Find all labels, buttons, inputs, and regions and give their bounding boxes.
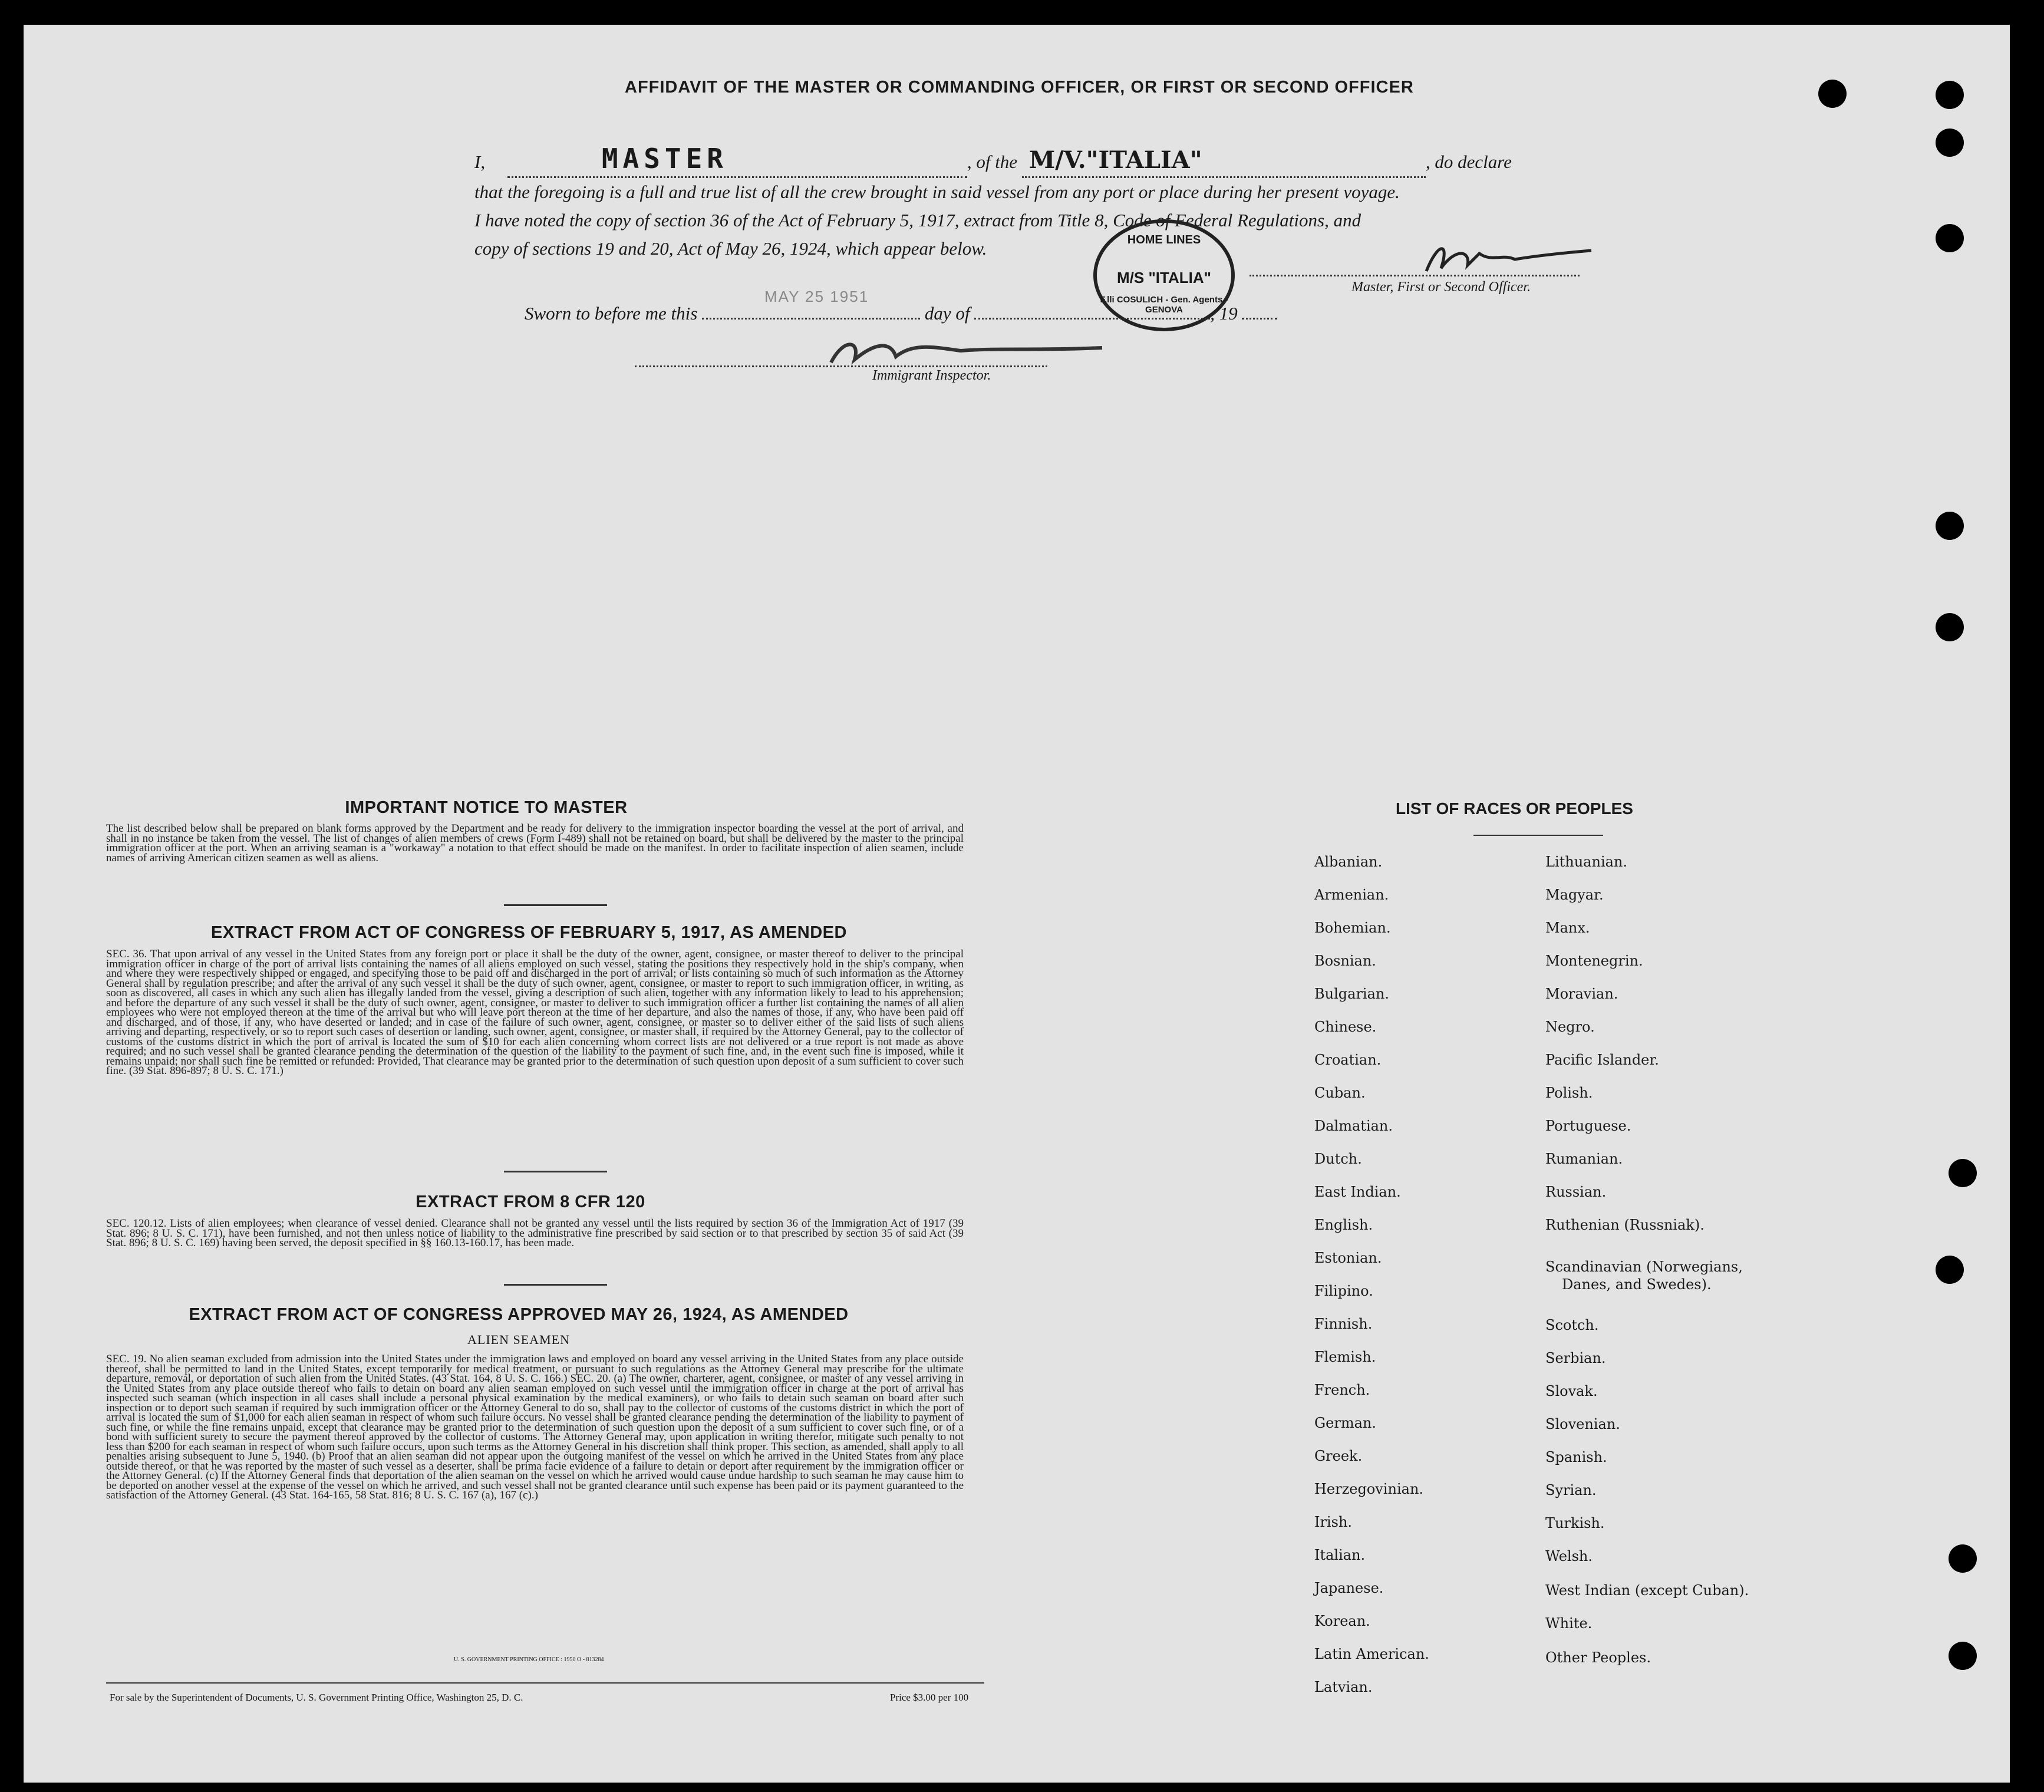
notice-text: The list described below shall be prepared on blank forms approved by the Department and be ready for delivery to the immigration inspector boarding the vessel at the port of arrival, and shall in no instance be taken from the vessel. The list of changes of alien members of crews (Form I-489) shall not be retained on board, but shall be delivered by the master to the principal immigration officer at the port. When an arriving seaman is a "workaway" a notation to that effect should be made on the manifest. In order to facilitate inspection of alien seamen, include names of arriving American citizen seamen as well as aliens. (106, 822, 964, 864)
race-item: Lithuanian. (1545, 854, 1628, 870)
race-item: Bulgarian. (1314, 986, 1389, 1002)
month-field (974, 318, 1210, 319)
year-field (1242, 318, 1277, 319)
race-item: Ruthenian (Russniak). (1545, 1217, 1705, 1233)
race-item: Portuguese. (1545, 1118, 1631, 1134)
extract-1924-title: EXTRACT FROM ACT OF CONGRESS APPROVED MAY 26, 1924, AS AMENDED (189, 1305, 849, 1324)
race-item: Negro. (1545, 1019, 1595, 1035)
sworn-line (525, 303, 1277, 324)
sworn-text: Sworn to before me this (525, 303, 698, 324)
stamp-top-text: HOME LINES (1127, 233, 1201, 246)
affidavit-title: AFFIDAVIT OF THE MASTER OR COMMANDING OFFICER, OR FIRST OR SECOND OFFICER (625, 78, 1414, 97)
race-item: Polish. (1545, 1085, 1593, 1101)
race-item: English. (1314, 1217, 1373, 1233)
race-item: Montenegrin. (1545, 953, 1643, 969)
race-item: Russian. (1545, 1184, 1607, 1200)
race-item: White. (1545, 1615, 1593, 1632)
binder-hole (1818, 80, 1847, 108)
race-item: Irish. (1314, 1514, 1353, 1530)
footer-rule (106, 1682, 984, 1684)
race-item: Greek. (1314, 1448, 1363, 1464)
race-item: Croatian. (1314, 1052, 1382, 1068)
race-item: Moravian. (1545, 986, 1618, 1002)
binder-hole (1949, 1159, 1977, 1187)
race-item: Herzegovinian. (1314, 1481, 1424, 1497)
race-item: Manx. (1545, 920, 1590, 936)
race-item: Finnish. (1314, 1316, 1373, 1332)
extract-cfr-title: EXTRACT FROM 8 CFR 120 (416, 1193, 645, 1211)
race-item: Korean. (1314, 1613, 1370, 1629)
stamp-center-text: M/S "ITALIA" (1117, 269, 1211, 286)
race-item: Danes, and Swedes). (1562, 1276, 1712, 1293)
binder-hole (1936, 129, 1964, 157)
declaration-line-2: that the foregoing is a full and true list of all the crew brought in said vessel from any port or place during her present voyage. (474, 182, 1400, 202)
binder-hole (1949, 1642, 1977, 1670)
stamp-bottom-text: F.lli COSULICH - Gen. Agents - GENOVA (1100, 295, 1228, 315)
extract-1924-subtitle: ALIEN SEAMEN (467, 1332, 570, 1347)
name-field (507, 144, 967, 178)
day-field (702, 318, 920, 319)
extract-cfr-text: SEC. 120.12. Lists of alien employees; when clearance of vessel denied. Clearance shall not be granted any vessel until the lists required by section 36 of the Immigration Act of 1917 (39 Stat. 896; 8 U. S. C. 171), have been furnished, and not then unless notice of liability to the administrative fine prescribed by said section or to that prescribed by section 35 of said Act (39 Stat. 896; 8 U. S. C. 169) having been served, the deposit specified in §§ 160.13-160.17, has been made. (106, 1217, 964, 1249)
vessel-field (1022, 146, 1426, 178)
race-item: Dutch. (1314, 1151, 1362, 1167)
race-item: Other Peoples. (1545, 1649, 1651, 1666)
gpo-imprint: U. S. GOVERNMENT PRINTING OFFICE : 1950 O - 813284 (454, 1656, 604, 1663)
declaration-line-4: copy of sections 19 and 20, Act of May 26, 1924, which appear below. (474, 238, 987, 259)
race-item: Slovak. (1545, 1383, 1598, 1399)
race-item: Dalmatian. (1314, 1118, 1393, 1134)
race-item: Turkish. (1545, 1515, 1605, 1531)
race-item: Welsh. (1545, 1548, 1593, 1564)
race-item: Estonian. (1314, 1250, 1382, 1266)
race-item: Magyar. (1545, 887, 1604, 903)
do-declare-text: , do declare (1425, 151, 1512, 172)
race-item: Japanese. (1314, 1580, 1384, 1596)
race-item: Bohemian. (1314, 920, 1391, 936)
race-item: Slovenian. (1545, 1416, 1620, 1432)
binder-hole (1936, 1256, 1964, 1284)
separator (504, 1284, 607, 1286)
extract-1917-text: SEC. 36. That upon arrival of any vessel in the United States from any foreign port or place it shall be the duty of the owner, agent, consignee, or master thereof to deliver to the principal immigration officer in charge of the port of arrival lists containing the names of all aliens employed on such vessel, stating the positions they respectively hold in the ship's company, when and where they were respectively shipped or engaged, and specifying those to be paid off and discharged in the port of arrival; or lists containing so much of such information as the Attorney General shall by regulation prescribe; and after the arrival of any such vessel it shall be the duty of such owner, agent, consignee, or master to report to such immigration officer, in writing, as soon as discovered, all cases in which any such alien has illegally landed from the vessel, giving a description of such alien, together with any information likely to lead to his apprehension; and before the departure of any such vessel it shall be the duty of such owner, agent, consignee, or master to deliver to such immigration officer a further list containing the names of all alien employees who were not employed thereon at the time of the arrival but who will leave port thereon at the time of her departure, and also the names of those, if any, who have been paid off and discharged, and of those, if any, who have deserted or landed; and in case of the failure of such owner, agent, consignee, or master so to deliver either of the said lists of such aliens arriving and departing, respectively, or so to report such cases of desertion or landing, such owner, agent, consignee, or master shall, if required by the Attorney General, pay to the collector of customs of the customs district in which the port of arrival is located the sum of $10 for each alien concerning whom correct lists are not delivered or a true report is not made as above required; and no such vessel shall be granted clearance pending the determination of the question of the liability to the payment of such fine, and, in the event such fine is imposed, while it remains unpaid; nor shall such fine be remitted or refunded: Provided, That clearance may be granted prior to the determination of such question upon deposit of a sum sufficient to cover such fine. (39 Stat. 896-897; 8 U. S. C. 171.) (106, 948, 964, 1077)
race-item: East Indian. (1314, 1184, 1401, 1200)
race-item: Armenian. (1314, 887, 1389, 903)
race-item: Syrian. (1545, 1482, 1597, 1498)
name-fill: MASTER (601, 143, 728, 174)
binder-hole (1936, 224, 1964, 252)
of-the-text: , of the (967, 151, 1018, 172)
race-item: Scotch. (1545, 1317, 1599, 1333)
race-item: Rumanian. (1545, 1151, 1623, 1167)
race-item: Pacific Islander. (1545, 1052, 1659, 1068)
race-item: German. (1314, 1415, 1376, 1431)
races-title-rule (1473, 835, 1603, 836)
race-item: Albanian. (1314, 854, 1383, 870)
separator (504, 904, 607, 906)
race-item: Latin American. (1314, 1646, 1429, 1662)
binder-hole (1936, 613, 1964, 641)
race-item: West Indian (except Cuban). (1545, 1582, 1749, 1599)
race-item: Chinese. (1314, 1019, 1377, 1035)
master-signature-line (1250, 275, 1580, 276)
price-notice: Price $3.00 per 100 (890, 1692, 969, 1703)
extract-1917-title: EXTRACT FROM ACT OF CONGRESS OF FEBRUARY 5, 1917, AS AMENDED (211, 923, 847, 942)
declaration-line-3: I have noted the copy of section 36 of the Act of February 5, 1917, extract from Title 8, Code of Federal Regulations, and (474, 210, 1361, 230)
master-label: Master, First or Second Officer. (1351, 279, 1531, 295)
inspector-signature-line (635, 365, 1047, 367)
declaration-pronoun: I, (474, 151, 486, 172)
race-item: Scandinavian (Norwegians, (1545, 1259, 1743, 1275)
race-item: Flemish. (1314, 1349, 1376, 1365)
race-item: Cuban. (1314, 1085, 1366, 1101)
race-item: French. (1314, 1382, 1370, 1398)
race-item: Filipino. (1314, 1283, 1373, 1299)
race-item: Bosnian. (1314, 953, 1376, 969)
document-page (24, 25, 2010, 1783)
binder-hole (1949, 1544, 1977, 1573)
separator (504, 1171, 607, 1172)
binder-hole (1936, 512, 1964, 540)
notice-title: IMPORTANT NOTICE TO MASTER (345, 798, 628, 817)
day-of-text: day of (924, 303, 970, 324)
extract-1924-text: SEC. 19. No alien seaman excluded from admission into the United States under the immigration laws and employed on board any vessel arriving in the United States from any place outside thereof, shall be permitted to land in the United States, except temporarily for medical treatment, or pursuant to such regulations as the Attorney General may prescribe for the ultimate departure, removal, or deportation of such alien from the United States. (43 Stat. 164, 8 U. S. C. 166.) SEC. 20. (a) The owner, charterer, agent, consignee, or master of any vessel arriving in the United States from any place outside thereof who fails to detain on board any alien seaman employed on such vessel until the immigration officer in charge at the port of arrival has inspected such seaman (which inspection in all cases shall include a personal physical examination by the medical examiners), or who fails to detain such seaman on board after such inspection or to deport such seaman if required by such immigration officer or the Attorney General to do so, shall pay to the collector of customs of the customs district in which the port of arrival is located the sum of $1,000 for each alien seaman in respect of whom such failure occurs. No vessel shall be granted clearance pending the determination of the liability to payment of such fine, or while the fine remains unpaid, except that clearance may be granted prior to the determination of such question upon the deposit of a sum sufficient to cover such fine, or of a bond with sufficient surety to secure the payment thereof approved by the collector of customs. The Attorney General may, upon application in writing therefor, mitigate such penalty to not less than $200 for each seaman in respect of whom such failure occurs, upon such terms as the Attorney General in his discretion shall think proper. This section, as amended, shall apply to all penalties arising subsequent to June 5, 1940. (b) Proof that an alien seaman did not appear upon the outgoing manifest of the vessel on which he arrived in the United States from any place outside thereof, or that he was reported by the master of such vessel as a deserter, shall be prima facie evidence of a failure to detain or deport after requirement by the immigration officer or the Attorney General. (c) If the Attorney General finds that deportation of the alien seaman on the vessel on which he arrived would cause undue hardship to such seaman he may cause him to be deported on another vessel at the expense of the vessel on which he arrived, and such vessel shall not be granted clearance until such expense has been paid or its payment guaranteed to the satisfaction of the Attorney General. (43 Stat. 164-165, 58 Stat. 816; 8 U. S. C. 167 (a), 167 (c).) (106, 1353, 964, 1501)
year-prefix: , 19 (1210, 303, 1238, 324)
races-title: LIST OF RACES OR PEOPLES (1396, 799, 1633, 818)
sale-notice: For sale by the Superintendent of Documents, U. S. Government Printing Office, Washington 25, D. C. (110, 1692, 523, 1703)
binder-hole (1936, 81, 1964, 109)
inspector-label: Immigrant Inspector. (872, 368, 991, 383)
vessel-fill: M/V."ITALIA" (1028, 146, 1202, 174)
race-item: Serbian. (1545, 1350, 1606, 1366)
inspector-signature (825, 327, 1108, 374)
race-item: Italian. (1314, 1547, 1366, 1563)
date-stamp: MAY 25 1951 (764, 288, 869, 305)
race-item: Spanish. (1545, 1449, 1607, 1465)
race-item: Latvian. (1314, 1679, 1373, 1695)
